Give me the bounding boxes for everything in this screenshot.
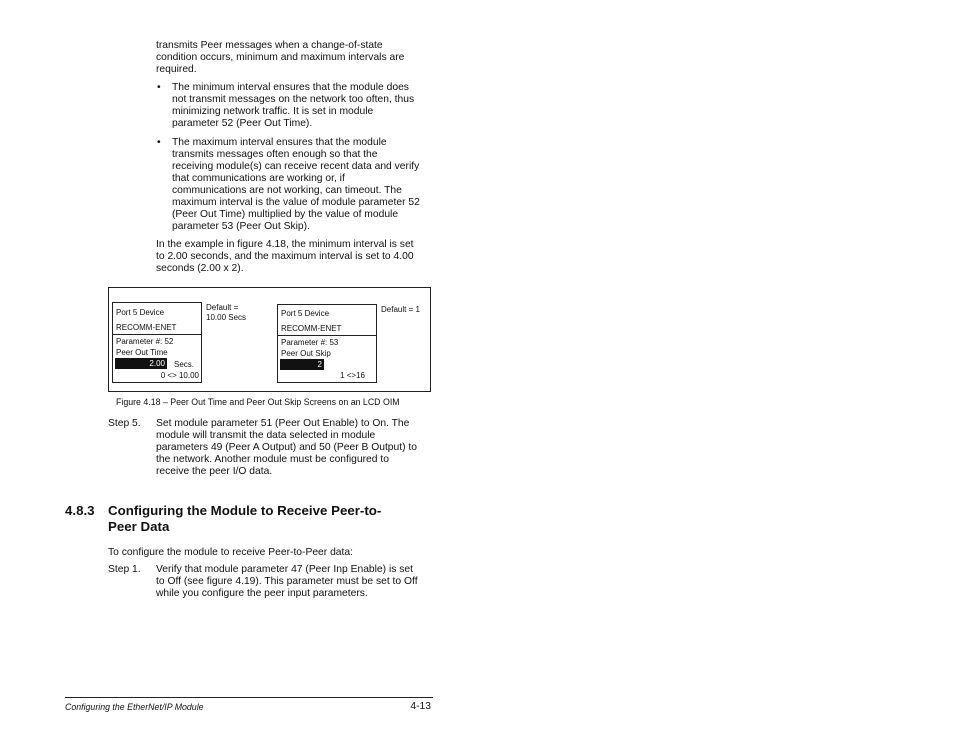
default-note-peer-out-skip — [381, 305, 420, 315]
step-line: Verify that module parameter 47 (Peer Inp Enable) is set — [156, 564, 413, 575]
bullet-item — [172, 137, 420, 233]
default-note-line: Default = 1 — [381, 305, 420, 314]
intro-paragraph — [156, 40, 404, 76]
section-number: 4.8.3 — [65, 503, 95, 518]
bullet-line: communications are not working, can timeout. The — [172, 185, 402, 196]
lcd-divider — [113, 334, 201, 335]
receive-intro: To configure the module to receive Peer-to-Peer data: — [108, 547, 353, 558]
step-line: module will transmit the data selected in module — [156, 430, 376, 441]
lcd-module-label: RECOMM-ENET — [281, 324, 342, 333]
example-paragraph — [156, 239, 414, 275]
lcd-param-name: Peer Out Skip — [281, 349, 331, 358]
bullet-line: that communications are working or, if — [172, 173, 345, 184]
step-line: parameters 49 (Peer A Output) and 50 (Peer B Output) to — [156, 442, 417, 453]
example-line: seconds (2.00 x 2). — [156, 263, 244, 274]
bullet-line: minimizing network traffic. It is set in module — [172, 106, 374, 117]
section-heading-line: Peer Data — [108, 519, 170, 534]
lcd-param-value: 2.00 — [115, 358, 167, 369]
bullet-line: (Peer Out Time) multiplied by the value of module — [172, 209, 399, 220]
lcd-range: 0 <> 10.00 — [160, 371, 199, 380]
step-line: the network. Another module must be configured to — [156, 454, 389, 465]
bullet-line: parameter 52 (Peer Out Time). — [172, 118, 313, 129]
figure-caption: Figure 4.18 – Peer Out Time and Peer Out Skip Screens on an LCD OIM — [116, 397, 400, 407]
section-heading — [108, 503, 381, 535]
lcd-device-label: Port 5 Device — [281, 309, 330, 318]
section-heading-line: Configuring the Module to Receive Peer-to- — [108, 503, 382, 518]
bullet-dot: • — [157, 137, 161, 148]
step-line: Set module parameter 51 (Peer Out Enable) to On. The — [156, 418, 410, 429]
example-line: to 2.00 seconds, and the maximum interval is set to 4.00 — [156, 251, 414, 262]
footer-chapter-title: Configuring the EtherNet/IP Module — [65, 702, 204, 712]
default-note-line: 10.00 Secs — [206, 313, 247, 322]
step-line: while you configure the peer input parameters. — [156, 588, 368, 599]
bullet-line: maximum interval is the value of module parameter 52 — [172, 197, 420, 208]
lcd-device-label: Port 5 Device — [116, 308, 165, 317]
intro-line: required. — [156, 64, 197, 75]
bullet-dot: • — [157, 82, 161, 93]
step-label: Step 1. — [108, 564, 141, 575]
lcd-screen-peer-out-time — [112, 302, 202, 383]
step-5-text — [156, 418, 417, 478]
default-note-peer-out-time — [206, 303, 246, 323]
intro-line: transmits Peer messages when a change-of-state — [156, 40, 383, 51]
step-line: receive the peer I/O data. — [156, 466, 273, 477]
figure-frame — [108, 287, 431, 392]
lcd-divider — [278, 335, 376, 336]
lcd-param-number: Parameter #: 52 — [116, 337, 174, 346]
bullet-line: receiving module(s) can receive recent data and verify — [172, 161, 420, 172]
default-note-line: Default = — [206, 303, 239, 312]
step-label: Step 5. — [108, 418, 141, 429]
lcd-param-value: 2 — [280, 359, 324, 370]
lcd-param-name: Peer Out Time — [116, 348, 168, 357]
step-line: to Off (see figure 4.19). This parameter must be set to Off — [156, 576, 418, 587]
bullet-item — [172, 82, 414, 130]
lcd-module-label: RECOMM-ENET — [116, 323, 177, 332]
bullet-line: not transmit messages on the network too often, thus — [172, 94, 415, 105]
bullet-line: transmits messages often enough so that the — [172, 149, 378, 160]
bullet-line: parameter 53 (Peer Out Skip). — [172, 221, 310, 232]
lcd-param-number: Parameter #: 53 — [281, 338, 339, 347]
bullet-line: The maximum interval ensures that the module — [172, 137, 387, 148]
lcd-range: 1 <>16 — [340, 371, 365, 380]
lcd-screen-peer-out-skip — [277, 304, 377, 383]
page-number: 4-13 — [410, 701, 431, 712]
step-1-text — [156, 564, 418, 600]
example-line: In the example in figure 4.18, the minimum interval is set — [156, 239, 414, 250]
bullet-line: The minimum interval ensures that the module does — [172, 82, 409, 93]
footer-rule — [65, 697, 433, 698]
intro-line: condition occurs, minimum and maximum intervals are — [156, 52, 405, 63]
lcd-units: Secs. — [174, 360, 195, 369]
